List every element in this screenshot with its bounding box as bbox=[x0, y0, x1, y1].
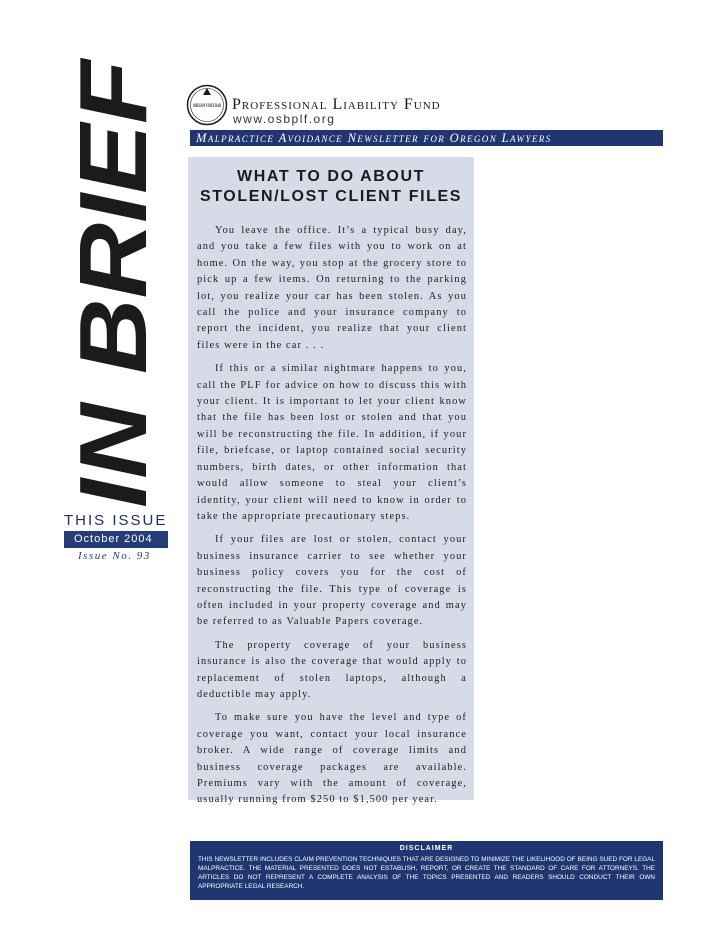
article-paragraph: If this or a similar nightmare happens to you, call the PLF for advice on how to discuss this with your client. It is important to let your client know that the file has been lost or stolen and that you will be reconstructing the file. In addition, if your file, briefcase, or laptop contained social security numbers, birth dates, or other information that would allow someone to steal your client’s identity, your client will need to know in order to take the appropriate precautionary steps. bbox=[197, 363, 467, 522]
disclaimer-text: THIS NEWSLETTER INCLUDES CLAIM PREVENTION TECHNIQUES THAT ARE DESIGNED TO MINIMIZE THE LIKELIHOOD OF BEING SUED FOR LEGAL MALPRACTICE. THE MATERIAL PRESENTED DOES NOT ESTABLISH, REPORT, OR CREATE THE STANDARD OF CARE FOR ATTORNEYS. THE ARTICLES DO NOT REPRESENT A COMPLETE ANALYSIS OF THE TOPICS PRESENTED AND READERS SHOULD CONDUCT THEIR OWN APPROPRIATE LEGAL RESEARCH. bbox=[198, 856, 655, 890]
masthead-title-text: IN BRIEF bbox=[60, 97, 167, 508]
disclaimer-box bbox=[190, 841, 663, 900]
article-title-line-2: STOLEN/LOST CLIENT FILES bbox=[199, 188, 463, 205]
issue-date: October 2004 bbox=[64, 531, 168, 548]
article-body bbox=[197, 223, 467, 816]
this-issue-label: THIS ISSUE bbox=[64, 512, 168, 529]
article-box bbox=[188, 157, 474, 806]
article-paragraph: The property coverage of your business insurance is also the coverage that would apply to replacement of stolen laptops, although a deductible may apply. bbox=[197, 639, 467, 700]
newsletter-banner bbox=[190, 130, 663, 146]
this-issue-block bbox=[64, 512, 168, 562]
article-title bbox=[188, 167, 474, 207]
article-paragraph: To make sure you have the level and type of coverage you want, contact your local insurance broker. A wide range of coverage limits and business coverage packages are available. Premiums vary with the amount of coverage, usually running from $250 to $1,500 per year. bbox=[197, 712, 467, 806]
article-title-line-1: WHAT TO DO ABOUT bbox=[237, 168, 425, 185]
logo-text: OREGON STATE BAR bbox=[193, 103, 222, 109]
masthead-title bbox=[60, 58, 167, 510]
issue-number: Issue No. 93 bbox=[78, 550, 151, 562]
plf-title: Professional Liability Fund bbox=[232, 96, 441, 113]
disclaimer-title: DISCLAIMER bbox=[399, 845, 454, 852]
banner-text: Malpractice Avoidance Newsletter for Oregon Lawyers bbox=[196, 131, 552, 145]
oregon-state-bar-logo bbox=[186, 84, 228, 126]
article-paragraph: If your files are lost or stolen, contact your business insurance carrier to see whether your business policy covers you for the cost of reconstructing the file. This type of coverage is often included in your property coverage and may be referred to as Valuable Papers coverage. bbox=[197, 534, 467, 628]
plf-url[interactable]: www.osbplf.org bbox=[233, 112, 336, 126]
article-paragraph: You leave the office. It’s a typical busy day, and you take a few files with you to work on at home. On the way, you stop at the grocery store to pick up a few items. On returning to the parking lot, you realize your car has been stolen. As you call the police and your insurance company to report the incident, you realize that your client files were in the car . . . bbox=[197, 225, 467, 351]
